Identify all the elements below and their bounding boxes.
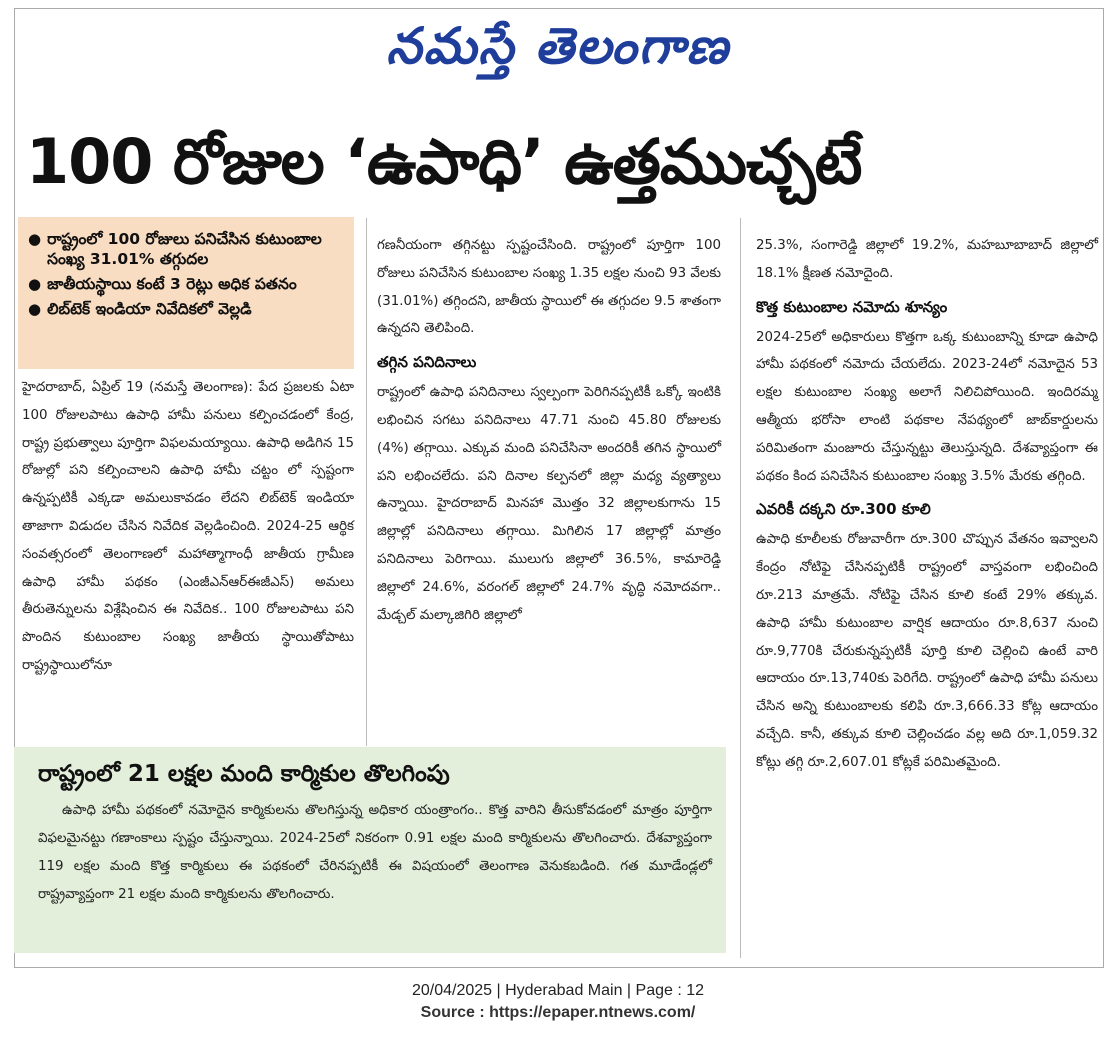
- article-column-2: [377, 232, 721, 629]
- footer-date-edition: 20/04/2025 | Hyderabad Main | Page : 12: [411, 982, 705, 999]
- highlight-text: జాతీయస్థాయి కంటే 3 రెట్లు అధిక పతనం: [47, 275, 297, 293]
- highlight-item: [28, 274, 346, 294]
- highlights-box: [18, 217, 354, 369]
- article-headline: 100 రోజుల ‘ఉపాధి’ ఉత్తముచ్చటే: [26, 125, 862, 198]
- subheading-new-families: కొత్త కుటుంబాల నమోదు శూన్యం: [756, 297, 948, 316]
- column-divider: [366, 218, 367, 746]
- article-paragraph: రాష్ట్రంలో ఉపాధి పనిదినాలు స్వల్పంగా పెరిగినప్పటికీ ఒక్కో ఇంటికి లభించిన సగటు పనిదినాలు 47.71 నుంచి 45.80 రోజులకు (4%) తగ్గాయి. ఎక్కువ మంది పనిచేసినా అందరికీ తగిన స్థాయిలో పని లభించలేదు. పని దినాల కల్పనలో జిల్లా మధ్య వ్యత్యాలు ఉన్నాయి. హైదరాబాద్ మినహా మొత్తం 32 జిల్లాలకుగాను 15 జిల్లాల్లో పనిదినాలు తగ్గాయి. మిగిలిన 17 జిల్లాల్లో మాత్రం పనిదినాలు పెరిగాయి. ములుగు జిల్లాలో 36.5%, కామారెడ్డి జిల్లాలో 24.6%, వరంగల్ జిల్లాలో 24.7% వృద్ధి నమోదవగా.. మేడ్చల్ మల్కాజిగిరి జిల్లాలో: [377, 385, 721, 623]
- article-paragraph: హైదరాబాద్, ఏప్రిల్ 19 (నమస్తే తెలంగాణ): పేద ప్రజలకు ఏటా 100 రోజులపాటు ఉపాధి హామీ పనులు కల్పించడంలో కేంద్ర, రాష్ట్ర ప్రభుత్వాలు పూర్తిగా విఫలమయ్యాయి. ఉపాధి అడిగిన 15 రోజుల్లో పని కల్పించాలని ఉపాధి హామీ చట్టం లో స్పష్టంగా ఉన్నప్పటికీ ఎక్కడా అమలుకావడం లేదని లిబ్‌టెక్ ఇండియా తాజాగా విడుదల చేసిన నివేదిక వెల్లడించింది. 2024-25 ఆర్థిక సంవత్సరంలో తెలంగాణలో మహాత్మాగాంధీ జాతీయ గ్రామీణ ఉపాధి హామీ పథకం (ఎంజీఎన్‌ఆర్‌ఈజీఎస్) అమలు తీరుతెన్నులను విశ్లేషించిన ఈ నివేదిక.. 100 రోజులపాటు పని పొందిన కుటుంబాల సంఖ్య జాతీయ స్థాయితోపాటు రాష్ట్రస్థాయిలోనూ: [22, 380, 354, 673]
- article-column-3: [756, 232, 1098, 777]
- article-paragraph: గణనీయంగా తగ్గినట్టు స్పష్టంచేసింది. రాష్ట్రంలో పూర్తిగా 100 రోజులు పనిచేసిన కుటుంబాల సంఖ్య 1.35 లక్షల నుంచి 93 వేలకు (31.01%) తగ్గిందని, జాతీయ స్థాయిలో ఈ తగ్గుదల 9.5 శాతంగా ఉన్నదని తెలిపింది.: [377, 238, 721, 337]
- highlight-item: [28, 229, 346, 269]
- highlight-item: [28, 299, 346, 319]
- highlight-text: లిబ్‌టెక్ ఇండియా నివేదికలో వెల్లడి: [47, 300, 252, 318]
- subheading-reduced-workdays: తగ్గిన పనిదినాలు: [377, 353, 477, 372]
- newspaper-masthead: నమస్తే తెలంగాణ: [386, 16, 730, 75]
- bullet-icon: ●: [28, 230, 42, 248]
- page-footer: [0, 980, 1116, 1024]
- article-paragraph: 2024-25లో అధికారులు కొత్తగా ఒక్క కుటుంబాన్ని కూడా ఉపాధి హామీ పథకంలో నమోదు చేయలేదు. 2023-24లో నమోదైన 53 లక్షల కుటుంబాల సంఖ్య అలాగే నిలిచిపోయింది. ఇందిరమ్మ ఆత్మీయ భరోసా లాంటి పథకాల నేపథ్యంలో జాబ్‌కార్డులను పరిమితంగా మంజూరు చేస్తున్నట్టు తెలుస్తున్నది. దేశవ్యాప్తంగా ఈ పథకం కింద పనిచేసిన కుటుంబాల సంఖ్య 3.5% మేరకు తగ్గింది.: [756, 329, 1098, 484]
- sidebar-box-text: ఉపాధి హామీ పథకంలో నమోదైన కార్మికులను తొలగిస్తున్న అధికార యంత్రాంగం.. కొత్త వారిని తీసుకోవడంలో మాత్రం పూర్తిగా విఫలమైనట్టు గణాంకాలు స్పష్టం చేస్తున్నాయి. 2024-25లో నికరంగా 0.91 లక్షల మంది కార్మికులను తొలగించారు. దేశవ్యాప్తంగా 119 లక్షల మంది కొత్త కార్మికులు ఈ పథకంలో చేరినప్పటికీ ఈ విషయంలో తెలంగాణ వెనుకబడింది. గత మూడేండ్లలో రాష్ట్రవ్యాప్తంగా 21 లక్షల మంది కార్మికులను తొలగించారు.: [38, 803, 712, 902]
- bullet-icon: ●: [28, 300, 42, 318]
- article-column-1: [22, 374, 354, 680]
- highlight-text: రాష్ట్రంలో 100 రోజులు పనిచేసిన కుటుంబాల సంఖ్య 31.01% తగ్గుదల: [47, 230, 322, 268]
- footer-source: Source : https://epaper.ntnews.com/: [420, 1004, 696, 1021]
- sidebar-box-title: రాష్ట్రంలో 21 లక్షల మంది కార్మికుల తొలగింపు: [38, 761, 450, 787]
- sidebar-box: [14, 747, 726, 953]
- article-paragraph: ఉపాధి కూలీలకు రోజువారీగా రూ.300 చొప్పున వేతనం ఇవ్వాలని కేంద్రం నోటిఫై చేసినప్పటికీ రాష్ట్రంలో వాస్తవంగా లభించింది రూ.213 మాత్రమే. నోటిఫై చేసిన కూలి కంటే 29% తక్కువ. ఉపాధి హామీ కుటుంబాల వార్షిక ఆదాయం రూ.8,637 నుంచి రూ.9,770కి చేరుకున్నప్పటికీ పూర్తి కూలి చెల్లించి ఉంటే వారి ఆదాయం రూ.13,740కు పెరిగేది. రాష్ట్రంలో ఉపాధి హామీ పనులు చేసిన అన్ని కుటుంబాలకు కలిపి రూ.3,666.33 కోట్ల ఆదాయం వచ్చేది. కానీ, తక్కువ కూలి చెల్లించడం వల్ల అది రూ.1,059.32 కోట్లు తగ్గి రూ.2,607.01 కోట్లకే పరిమితమైంది.: [756, 532, 1098, 770]
- article-paragraph: 25.3%, సంగారెడ్డి జిల్లాలో 19.2%, మహబూబాబాద్ జిల్లాలో 18.1% క్షీణత నమోదైంది.: [756, 238, 1098, 281]
- subheading-wage: ఎవరికీ దక్కని రూ.300 కూలి: [756, 500, 931, 519]
- column-divider: [740, 218, 741, 958]
- bullet-icon: ●: [28, 275, 42, 293]
